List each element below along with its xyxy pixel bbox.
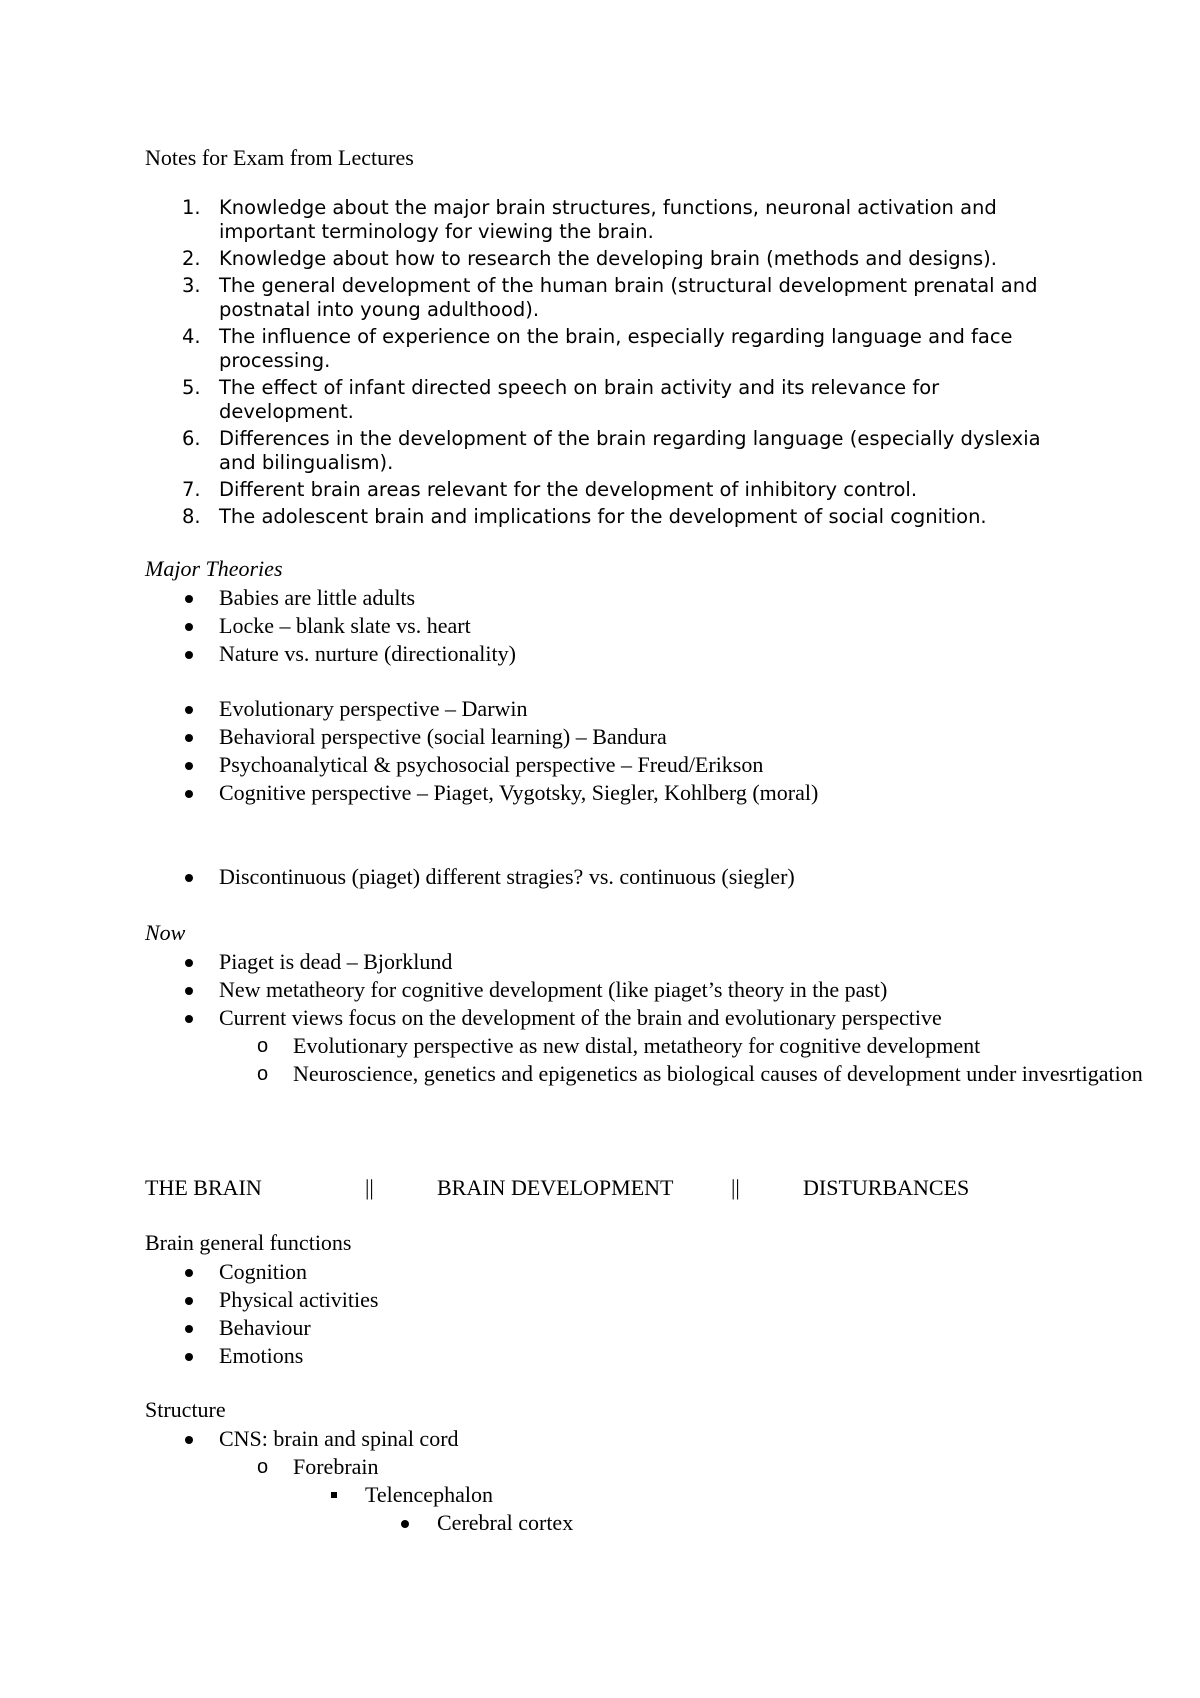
bullet-icon — [185, 1436, 193, 1444]
bullet-icon — [185, 874, 193, 882]
list-item: Discontinuous (piaget) different stragies? vs. continuous (siegler) — [145, 863, 1145, 891]
list-item: Behaviour — [145, 1314, 1145, 1342]
circle-bullet-icon: o — [257, 1063, 269, 1085]
bullet-icon — [185, 762, 193, 770]
list-item: Telencephalon — [145, 1481, 1145, 1509]
list-item: Behavioral perspective (social learning) – Bandura — [145, 723, 1145, 751]
major-theories-heading: Major Theories — [145, 556, 283, 581]
document-title: Notes for Exam from Lectures — [145, 145, 414, 170]
exam-topics-list — [145, 196, 1075, 532]
list-item: CNS: brain and spinal cord — [145, 1425, 1145, 1453]
bullet-icon — [185, 1015, 193, 1023]
list-item: Cognitive perspective – Piaget, Vygotsky, Siegler, Kohlberg (moral) — [145, 779, 1145, 807]
bullet-icon — [185, 734, 193, 742]
list-item: 1. Knowledge about the major brain structures, functions, neuronal activation and important terminology for viewing the brain. — [182, 196, 997, 243]
list-item: New metatheory for cognitive development (like piaget’s theory in the past) — [145, 976, 1145, 1004]
structure-list — [145, 1425, 1145, 1537]
header-the-brain: THE BRAIN — [145, 1175, 262, 1200]
functions-heading: Brain general functions — [145, 1230, 352, 1255]
header-disturbances: DISTURBANCES — [803, 1175, 970, 1200]
list-item: 4. The influence of experience on the brain, especially regarding language and face processing. — [182, 325, 1013, 372]
list-item: o Evolutionary perspective as new distal, metatheory for cognitive development — [257, 1033, 981, 1058]
bullet-icon — [401, 1520, 409, 1528]
now-list — [145, 948, 1145, 1088]
circle-bullet-icon: o — [257, 1456, 269, 1478]
list-item: o Neuroscience, genetics and epigenetics as biological causes of development under invesrtigation — [257, 1061, 1143, 1086]
header-separator: || — [731, 1175, 740, 1200]
list-item: 8. The adolescent brain and implications for the development of social cognition. — [182, 505, 987, 528]
bullet-icon — [185, 1325, 193, 1333]
bullet-icon — [185, 1269, 193, 1277]
list-item: Cerebral cortex — [145, 1509, 1145, 1537]
bullet-icon — [185, 790, 193, 798]
list-item: 6. Differences in the development of the brain regarding language (especially dyslexia and bilingualism). — [182, 427, 1041, 474]
list-item: Cognition — [145, 1258, 1145, 1286]
theories-list — [145, 584, 1145, 891]
list-item: Babies are little adults — [145, 584, 1145, 612]
list-item: Locke – blank slate vs. heart — [145, 612, 1145, 640]
list-item: Psychoanalytical & psychosocial perspective – Freud/Erikson — [145, 751, 1145, 779]
functions-list — [145, 1258, 1145, 1370]
bullet-icon — [185, 987, 193, 995]
structure-heading: Structure — [145, 1397, 226, 1422]
bullet-icon — [185, 1353, 193, 1361]
list-item: o Forebrain — [257, 1454, 379, 1479]
square-bullet-icon — [331, 1492, 337, 1498]
bullet-icon — [185, 1297, 193, 1305]
header-separator: || — [365, 1175, 374, 1200]
list-item: Piaget is dead – Bjorklund — [145, 948, 1145, 976]
list-item: Emotions — [145, 1342, 1145, 1370]
bullet-icon — [185, 651, 193, 659]
list-item: Current views focus on the development of the brain and evolutionary perspective — [145, 1004, 1145, 1032]
bullet-icon — [185, 959, 193, 967]
circle-bullet-icon: o — [257, 1035, 269, 1057]
header-brain-development: BRAIN DEVELOPMENT — [437, 1175, 674, 1200]
list-item: 3. The general development of the human brain (structural development prenatal and postnatal into young adulthood). — [182, 274, 1038, 321]
now-heading: Now — [145, 920, 186, 945]
bullet-icon — [185, 706, 193, 714]
list-item: 5. The effect of infant directed speech on brain activity and its relevance for development. — [182, 376, 940, 423]
list-item: Physical activities — [145, 1286, 1145, 1314]
list-item: 2. Knowledge about how to research the developing brain (methods and designs). — [182, 247, 997, 270]
list-item: Nature vs. nurture (directionality) — [145, 640, 1145, 668]
list-item: 7. Different brain areas relevant for the development of inhibitory control. — [182, 478, 918, 501]
bullet-icon — [185, 595, 193, 603]
bullet-icon — [185, 623, 193, 631]
list-item: Evolutionary perspective – Darwin — [145, 695, 1145, 723]
